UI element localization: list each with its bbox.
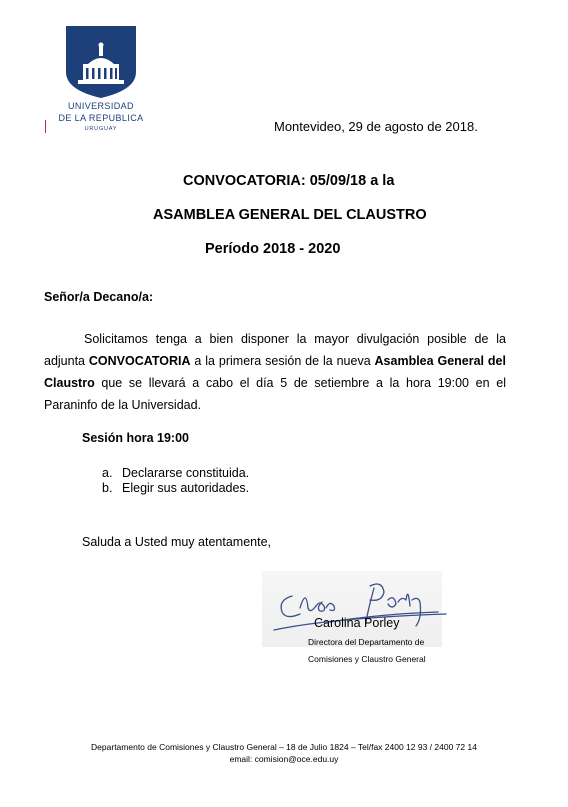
list-marker: b. [102, 481, 113, 495]
list-item [102, 466, 249, 481]
letter-date: Montevideo, 29 de agosto de 2018. [274, 119, 478, 134]
body-text-3: que se llevará a cabo el día 5 de setiembre a la hora 19:00 en el Paraninfo de la Universidad. [44, 376, 506, 412]
signatory-role-line1: Directora del Departamento de [308, 637, 425, 647]
institution-name-line2: DE LA REPUBLICA [58, 113, 144, 123]
title-line3: Período 2018 - 2020 [205, 241, 341, 257]
list-marker: a. [102, 466, 113, 480]
signatory-role-line2: Comisiones y Claustro General [308, 654, 426, 664]
list-item-text: Declararse constituida. [122, 466, 250, 480]
session-heading: Sesión hora 19:00 [82, 431, 189, 445]
list-item [102, 481, 249, 496]
title-line2: ASAMBLEA GENERAL DEL CLAUSTRO [153, 207, 427, 223]
university-logo [66, 26, 136, 98]
signatory-name: Carolina Porley [314, 616, 400, 630]
body-text-1: Solicitamos tenga a bien disponer la mayor divulgación posible de la adjunta [44, 332, 506, 368]
institution-name-line1: UNIVERSIDAD [68, 101, 134, 111]
body-text-2: a la primera sesión de la nueva [190, 354, 375, 368]
institution-country: URUGUAY [84, 126, 118, 132]
body-bold-asamblea: Asamblea General del Claustro [44, 354, 506, 390]
list-item-text: Elegir sus autoridades. [122, 481, 250, 495]
footer-contact: Departamento de Comisiones y Claustro General – 18 de Julio 1824 – Tel/fax 2400 12 93 / 2400 72 14 [91, 742, 477, 752]
body-paragraph [44, 328, 506, 416]
margin-mark [45, 120, 46, 133]
footer-email: email: comision@oce.edu.uy [229, 754, 339, 764]
body-bold-convocatoria: CONVOCATORIA [88, 354, 191, 368]
salutation: Señor/a Decano/a: [44, 290, 154, 304]
closing-line: Saluda a Usted muy atentamente, [82, 535, 272, 549]
title-line1: CONVOCATORIA: 05/09/18 a la [183, 173, 395, 189]
agenda-list [102, 466, 249, 496]
